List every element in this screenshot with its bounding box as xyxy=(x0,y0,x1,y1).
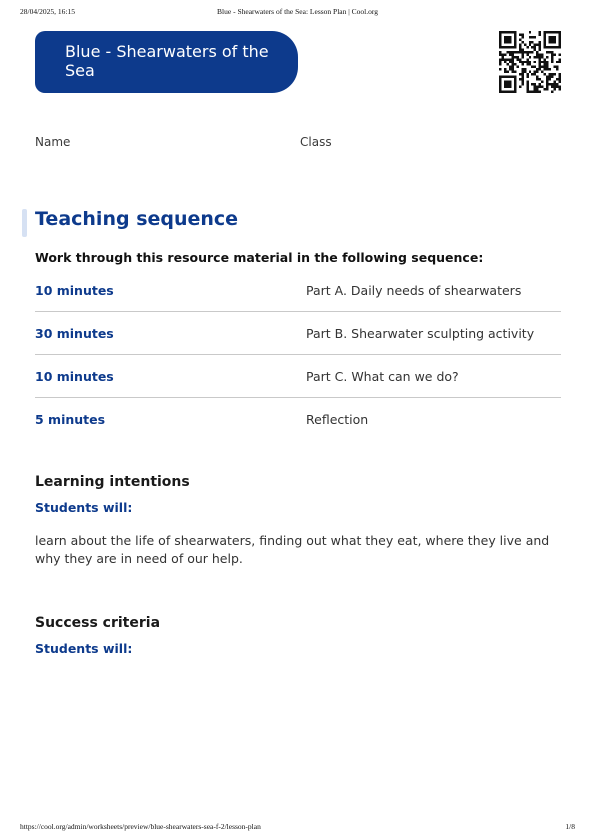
sequence-table xyxy=(35,269,561,440)
sequence-row xyxy=(35,312,561,355)
sequence-activity: Reflection xyxy=(306,412,369,427)
name-field-label: Name xyxy=(35,135,71,149)
success-criteria-heading: Success criteria xyxy=(35,615,161,631)
sequence-duration: 30 minutes xyxy=(35,326,114,341)
learning-intentions-heading: Learning intentions xyxy=(35,474,190,490)
success-criteria-subheading: Students will: xyxy=(35,641,133,656)
sequence-duration: 10 minutes xyxy=(35,283,114,298)
section-accent-bar xyxy=(22,209,27,237)
sequence-duration: 10 minutes xyxy=(35,369,114,384)
print-header xyxy=(20,7,575,19)
sequence-row xyxy=(35,355,561,398)
learning-intentions-subheading: Students will: xyxy=(35,500,133,515)
sequence-duration: 5 minutes xyxy=(35,412,106,427)
sequence-activity: Part A. Daily needs of shearwaters xyxy=(306,283,522,298)
print-date: 28/04/2025, 16:15 xyxy=(20,7,76,16)
sequence-activity: Part C. What can we do? xyxy=(306,369,459,384)
lesson-title: Blue - Shearwaters of the Sea xyxy=(65,42,269,80)
learning-intentions-text: learn about the life of shearwaters, finding out what they eat, where they live and why they are in need of our help. xyxy=(35,533,550,566)
page-url-link[interactable]: https://cool.org/admin/worksheets/preview/blue-shearwaters-sea-f-2/lesson-plan xyxy=(20,822,261,831)
lesson-title-banner xyxy=(35,31,298,93)
print-document-title: Blue - Shearwaters of the Sea: Lesson Plan | Cool.org xyxy=(217,7,378,16)
print-footer xyxy=(20,822,575,834)
class-field-label: Class xyxy=(300,135,332,149)
sequence-activity: Part B. Shearwater sculpting activity xyxy=(306,326,535,341)
page-number: 1/8 xyxy=(565,822,575,831)
sequence-row xyxy=(35,398,561,440)
sequence-row xyxy=(35,269,561,312)
qr-code-icon xyxy=(499,31,561,93)
sequence-intro: Work through this resource material in the following sequence: xyxy=(35,250,484,265)
teaching-sequence-heading: Teaching sequence xyxy=(35,208,239,230)
